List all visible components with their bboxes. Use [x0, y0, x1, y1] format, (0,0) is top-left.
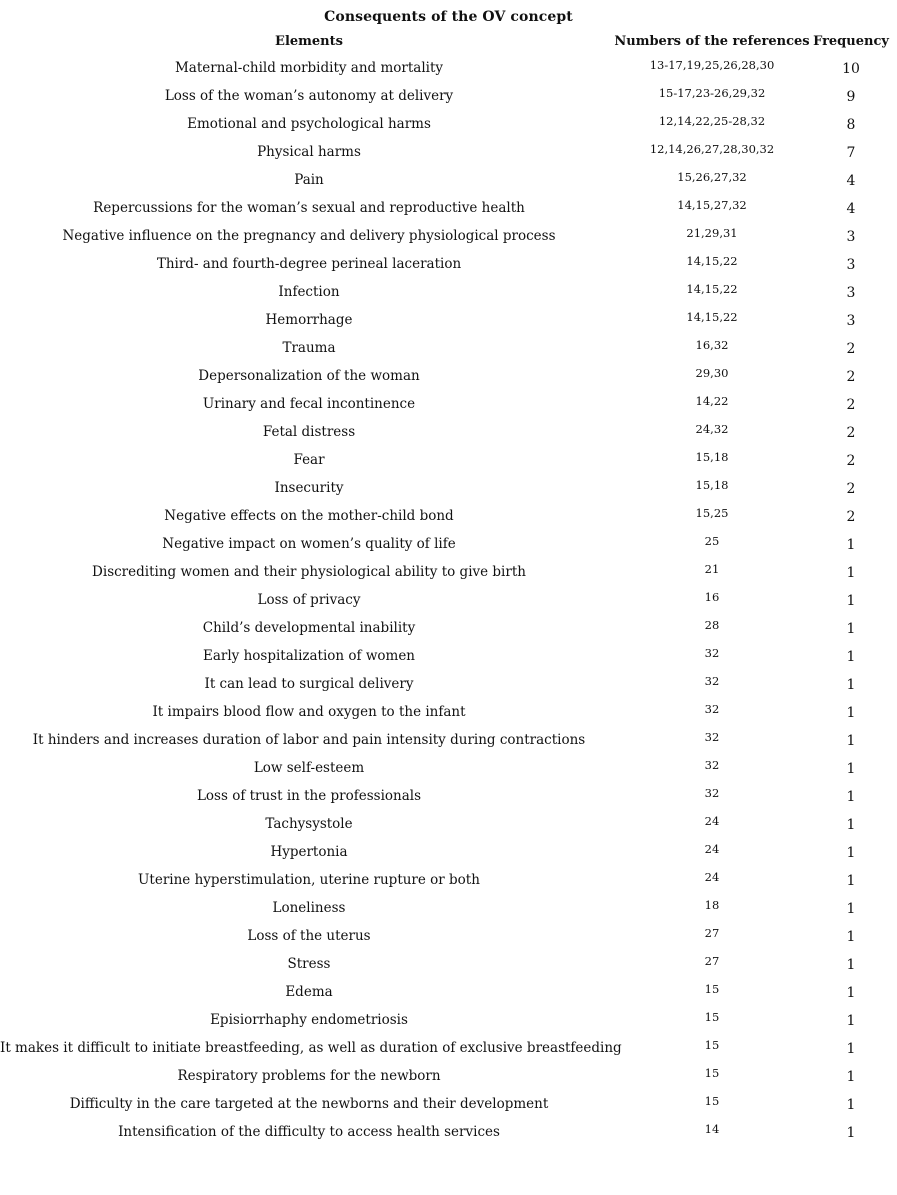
table-row: [0, 138, 897, 166]
frequency-cell: 1: [846, 621, 856, 637]
table-row: [0, 1090, 897, 1118]
references-cell: 15: [704, 1066, 720, 1080]
references-cell: 15: [704, 982, 720, 996]
frequency-cell: 1: [846, 957, 856, 973]
frequency-cell: 1: [846, 1069, 856, 1085]
table-row: [0, 670, 897, 698]
references-cell: 15: [704, 1010, 720, 1024]
table-row: [0, 754, 897, 782]
references-cell: 18: [704, 898, 720, 912]
table-row: [0, 642, 897, 670]
frequency-cell: 1: [846, 873, 856, 889]
element-cell: Urinary and fecal incontinence: [202, 396, 416, 412]
table-row: [0, 614, 897, 642]
element-cell: It hinders and increases duration of labor and pain intensity during contractions: [32, 732, 586, 748]
frequency-cell: 2: [846, 341, 856, 357]
element-cell: Emotional and psychological harms: [187, 116, 431, 132]
table-row: [0, 810, 897, 838]
references-cell: 25: [704, 534, 720, 548]
table-row: [0, 1006, 897, 1034]
element-cell: Infection: [278, 284, 340, 300]
frequency-cell: 1: [846, 761, 856, 777]
table-row: [0, 222, 897, 250]
references-cell: 27: [704, 954, 720, 968]
header-references: Numbers of the references: [614, 34, 810, 49]
frequency-cell: 2: [846, 481, 856, 497]
table-row: [0, 530, 897, 558]
references-cell: 16: [704, 590, 720, 604]
table-row: [0, 586, 897, 614]
references-cell: 28: [704, 618, 720, 632]
frequency-cell: 2: [846, 453, 856, 469]
table-row: [0, 194, 897, 222]
table-row: [0, 782, 897, 810]
element-cell: Difficulty in the care targeted at the newborns and their development: [69, 1096, 549, 1112]
frequency-cell: 4: [846, 173, 856, 189]
references-cell: 15,18: [695, 450, 729, 464]
references-cell: 14,15,22: [686, 254, 738, 268]
references-cell: 24,32: [695, 422, 729, 436]
frequency-cell: 3: [846, 257, 856, 273]
table-row: [0, 82, 897, 110]
element-cell: Third- and fourth-degree perineal laceration: [156, 256, 462, 272]
frequency-cell: 2: [846, 509, 856, 525]
table-row: [0, 306, 897, 334]
references-cell: 12,14,26,27,28,30,32: [649, 142, 775, 156]
references-cell: 14,15,22: [686, 310, 738, 324]
table-row: [0, 698, 897, 726]
frequency-cell: 2: [846, 425, 856, 441]
table-row: [0, 838, 897, 866]
element-cell: Depersonalization of the woman: [198, 368, 420, 384]
element-cell: Intensification of the difficulty to access health services: [118, 1124, 500, 1140]
table-row: [0, 1034, 897, 1062]
references-cell: 14: [704, 1122, 720, 1136]
table-body: [0, 54, 897, 1146]
frequency-cell: 7: [846, 145, 856, 161]
table-title: Consequents of the OV concept: [324, 9, 573, 25]
references-cell: 24: [704, 870, 720, 884]
element-cell: It impairs blood flow and oxygen to the infant: [152, 704, 466, 720]
frequency-cell: 1: [846, 565, 856, 581]
element-cell: Negative influence on the pregnancy and delivery physiological process: [62, 228, 556, 244]
references-cell: 21: [704, 562, 720, 576]
frequency-cell: 3: [846, 313, 856, 329]
table-row: [0, 278, 897, 306]
references-cell: 15-17,23-26,29,32: [658, 86, 766, 100]
references-cell: 24: [704, 814, 720, 828]
element-cell: Child’s developmental inability: [202, 620, 416, 636]
table-row: [0, 474, 897, 502]
references-cell: 32: [704, 758, 720, 772]
frequency-cell: 1: [846, 1097, 856, 1113]
table-row: [0, 894, 897, 922]
frequency-cell: 2: [846, 397, 856, 413]
element-cell: Hemorrhage: [265, 312, 353, 328]
references-cell: 21,29,31: [686, 226, 738, 240]
frequency-cell: 1: [846, 845, 856, 861]
element-cell: Fear: [293, 452, 325, 468]
references-cell: 16,32: [695, 338, 729, 352]
references-cell: 15,26,27,32: [677, 170, 747, 184]
table-row: [0, 446, 897, 474]
table-row: [0, 334, 897, 362]
table-row: [0, 390, 897, 418]
element-cell: Discrediting women and their physiological ability to give birth: [92, 564, 526, 580]
frequency-cell: 1: [846, 537, 856, 553]
element-cell: Low self-esteem: [253, 760, 365, 776]
element-cell: Physical harms: [257, 144, 361, 160]
references-cell: 15,25: [695, 506, 729, 520]
frequency-cell: 1: [846, 985, 856, 1001]
references-cell: 32: [704, 646, 720, 660]
references-cell: 32: [704, 730, 720, 744]
table-row: [0, 54, 897, 82]
element-cell: Fetal distress: [262, 424, 356, 440]
element-cell: Episiorrhaphy endometriosis: [210, 1012, 408, 1028]
frequency-cell: 8: [846, 117, 856, 133]
element-cell: Tachysystole: [265, 816, 353, 832]
frequency-cell: 3: [846, 285, 856, 301]
frequency-cell: 1: [846, 1013, 856, 1029]
element-cell: Trauma: [282, 340, 336, 356]
table-row: [0, 950, 897, 978]
references-cell: 13-17,19,25,26,28,30: [649, 58, 775, 72]
element-cell: Loss of the uterus: [247, 928, 371, 944]
element-cell: Repercussions for the woman’s sexual and reproductive health: [93, 200, 525, 216]
element-cell: Early hospitalization of women: [202, 648, 415, 664]
table-row: [0, 922, 897, 950]
frequency-cell: 1: [846, 677, 856, 693]
table-row: [0, 866, 897, 894]
references-cell: 14,15,27,32: [677, 198, 747, 212]
references-cell: 29,30: [695, 366, 729, 380]
table-row: [0, 166, 897, 194]
frequency-cell: 1: [846, 789, 856, 805]
frequency-cell: 1: [846, 1125, 856, 1141]
element-cell: Loss of trust in the professionals: [196, 788, 422, 804]
frequency-cell: 9: [846, 89, 856, 105]
frequency-cell: 1: [846, 1041, 856, 1057]
frequency-cell: 1: [846, 901, 856, 917]
references-cell: 14,15,22: [686, 282, 738, 296]
element-cell: Negative effects on the mother-child bond: [164, 508, 454, 524]
element-cell: Loneliness: [272, 900, 346, 916]
table-row: [0, 362, 897, 390]
references-cell: 24: [704, 842, 720, 856]
references-cell: 15: [704, 1094, 720, 1108]
element-cell: Negative impact on women’s quality of life: [162, 536, 456, 552]
element-cell: Edema: [285, 984, 333, 1000]
frequency-cell: 1: [846, 649, 856, 665]
element-cell: Hypertonia: [270, 844, 348, 860]
frequency-cell: 10: [842, 61, 860, 77]
element-cell: Uterine hyperstimulation, uterine rupture or both: [138, 872, 480, 888]
table-row: [0, 250, 897, 278]
references-cell: 14,22: [695, 394, 729, 408]
table-header-row: [0, 32, 897, 52]
frequency-cell: 3: [846, 229, 856, 245]
element-cell: Insecurity: [274, 480, 344, 496]
element-cell: Maternal-child morbidity and mortality: [174, 60, 444, 76]
references-cell: 32: [704, 702, 720, 716]
frequency-cell: 2: [846, 369, 856, 385]
element-cell: It can lead to surgical delivery: [204, 676, 414, 692]
table-row: [0, 1062, 897, 1090]
frequency-cell: 1: [846, 929, 856, 945]
element-cell: Loss of the woman’s autonomy at delivery: [164, 88, 454, 104]
table-row: [0, 726, 897, 754]
frequency-cell: 1: [846, 733, 856, 749]
element-cell: Pain: [294, 172, 324, 188]
table-row: [0, 978, 897, 1006]
table-row: [0, 558, 897, 586]
references-cell: 12,14,22,25-28,32: [658, 114, 766, 128]
references-cell: 32: [704, 674, 720, 688]
frequency-cell: 1: [846, 705, 856, 721]
header-frequency: Frequency: [813, 34, 889, 49]
element-cell: Respiratory problems for the newborn: [177, 1068, 441, 1084]
element-cell: Stress: [287, 956, 331, 972]
table-row: [0, 1118, 897, 1146]
table-row: [0, 418, 897, 446]
references-cell: 27: [704, 926, 720, 940]
element-cell: It makes it difficult to initiate breastfeeding, as well as duration of exclusive breastfeeding: [0, 1040, 622, 1056]
references-cell: 32: [704, 786, 720, 800]
frequency-cell: 4: [846, 201, 856, 217]
table-row: [0, 502, 897, 530]
references-cell: 15,18: [695, 478, 729, 492]
header-elements: Elements: [275, 34, 343, 49]
frequency-cell: 1: [846, 593, 856, 609]
frequency-cell: 1: [846, 817, 856, 833]
element-cell: Loss of privacy: [257, 592, 361, 608]
table-row: [0, 110, 897, 138]
references-cell: 15: [704, 1038, 720, 1052]
